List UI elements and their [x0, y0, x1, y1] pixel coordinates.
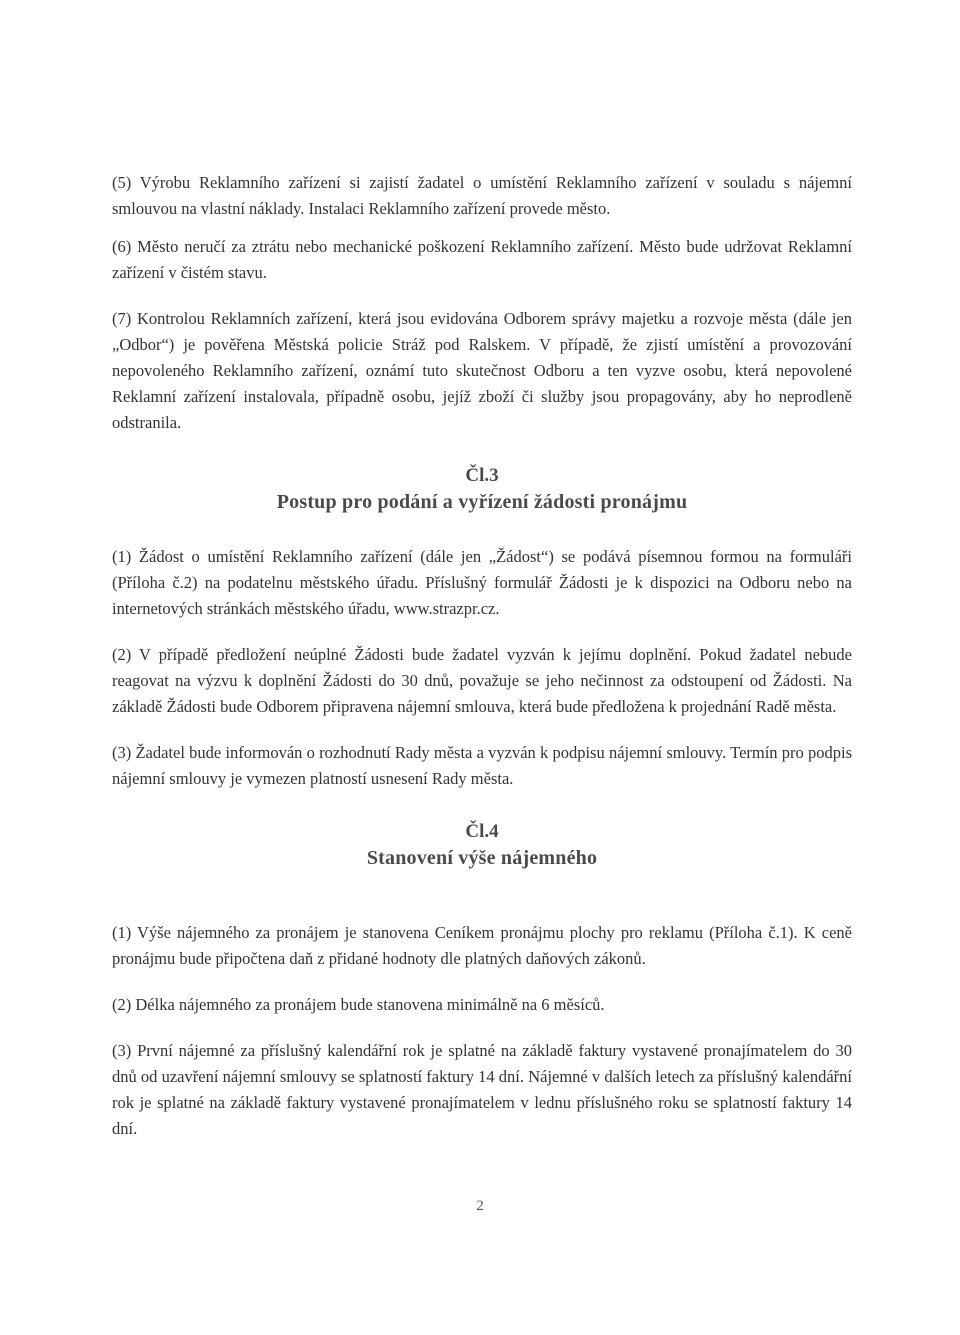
section-3-paragraph-3: (3) Žadatel bude informován o rozhodnutí Rady města a vyzván k podpisu nájemní smlouvy. Termín pro podpis nájemní smlouvy je vymezen platností usnesení Rady města.	[112, 743, 852, 788]
section-3-paragraph-2: (2) V případě předložení neúplné Žádosti bude žadatel vyzván k jejímu doplnění. Pokud žadatel nebude reagovat na výzvu k doplnění Žádosti do 30 dnů, považuje se jeho nečinnost za odstoupení od Žádosti. Na základě Žádosti bude Odborem připravena nájemní smlouva, která bude předložena k projednání Radě města.	[112, 645, 852, 716]
section-4-paragraph-2: (2) Délka nájemného za pronájem bude stanovena minimálně na 6 měsíců.	[112, 995, 605, 1014]
section-4-heading	[112, 820, 852, 872]
paragraph-6: (6) Město neručí za ztrátu nebo mechanické poškození Reklamního zařízení. Město bude udržovat Reklamní zařízení v čistém stavu.	[112, 237, 852, 282]
section-4-number: Čl.4	[465, 821, 499, 842]
section-4-paragraph-1: (1) Výše nájemného za pronájem je stanovena Ceníkem pronájmu plochy pro reklamu (Příloha č.1). K ceně pronájmu bude připočtena daň z přidané hodnoty dle platných daňových zákonů.	[112, 923, 852, 968]
section-4-paragraph-3: (3) První nájemné za příslušný kalendářní rok je splatné na základě faktury vystavené pronajímatelem do 30 dnů od uzavření nájemní smlouvy se splatností faktury 14 dní. Nájemné v dalších letech za příslušný kalendářní rok je splatné na základě faktury vystavené pronajímatelem v lednu příslušného roku se splatností faktury 14 dní.	[112, 1041, 852, 1138]
paragraph-7: (7) Kontrolou Reklamních zařízení, která jsou evidována Odborem správy majetku a rozvoje města (dále jen „Odbor“) je pověřena Městská policie Stráž pod Ralskem. V případě, že zjistí umístění a provozování nepovoleného Reklamního zařízení, oznámí tuto skutečnost Odboru a ten vyzve osobu, která nepovolené Reklamní zařízení instalovala, případně osobu, jejíž zboží či služby jsou propagovány, aby ho neprodleně odstranila.	[112, 309, 852, 432]
section-3-paragraph-1: (1) Žádost o umístění Reklamního zařízení (dále jen „Žádost“) se podává písemnou formou na formuláři (Příloha č.2) na podatelnu městského úřadu. Příslušný formulář Žádosti je k dispozici na Odboru nebo na internetových stránkách městského úřadu, www.strazpr.cz.	[112, 547, 852, 618]
section-3-number: Čl.3	[465, 465, 499, 486]
section-3-heading	[112, 464, 852, 516]
section-3-title: Postup pro podání a vyřízení žádosti pronájmu	[276, 491, 688, 513]
section-4-title: Stanovení výše nájemného	[366, 847, 598, 869]
paragraph-5: (5) Výrobu Reklamního zařízení si zajistí žadatel o umístění Reklamního zařízení v souladu s nájemní smlouvou na vlastní náklady. Instalaci Reklamního zařízení provede město.	[112, 173, 852, 218]
page-number: 2	[476, 1198, 484, 1214]
document-page	[112, 170, 852, 1142]
